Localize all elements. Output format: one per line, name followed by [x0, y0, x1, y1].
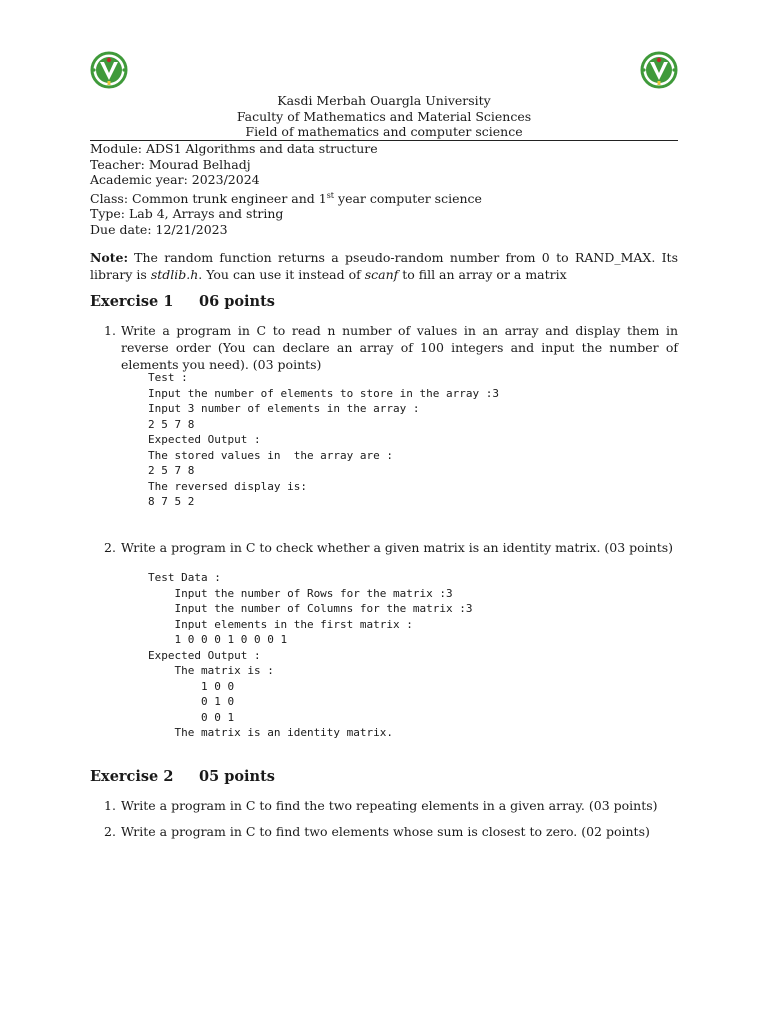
exercise-2-heading: [90, 768, 275, 785]
question-text: Write a program in C to find the two repeating elements in a given array. (03 points): [121, 798, 658, 813]
due-date-line: Due date: 12/21/2023: [90, 221, 228, 237]
class-suffix: year computer science: [334, 190, 482, 206]
type-line: Type: Lab 4, Arrays and string: [90, 206, 284, 222]
document-header: [90, 93, 678, 140]
class-line: [90, 188, 678, 207]
exercise-2-title: Exercise 2: [90, 768, 174, 785]
exercise-1-question-1-code: Test : Input the number of elements to store in the array :3 Input 3 number of elements in the array : 2 5 7 8 Expected Output : The stored values in the array are : 2 5 7 8 The reversed display is: 8 7 5 2: [148, 371, 499, 508]
question-text: Write a program in C to check whether a given matrix is an identity matrix. (03 points): [121, 540, 674, 555]
question-number: 1.: [104, 323, 116, 338]
exercise-2-question-2: [90, 823, 678, 840]
question-number: 1.: [104, 798, 116, 813]
exercise-1-question-2-code: Test Data : Input the number of Rows for the matrix :3 Input the number of Columns for the matrix :3 Input elements in the first matrix : 1 0 0 0 1 0 0 0 1 Expected Output : The matrix is : 1 0 0 0 1 0 0 0 1 The matrix is an identity matrix.: [148, 571, 473, 739]
course-info: [90, 141, 678, 237]
class-prefix: Class: Common trunk engineer and 1: [90, 190, 327, 206]
note-text-3: to fill an array or a matrix: [398, 267, 567, 282]
field-name: Field of mathematics and computer science: [245, 124, 523, 139]
question-text: Write a program in C to read n number of values in an array and display them in reverse order (You can declare an array of 100 integers and input the number of elements you need). (03 points): [121, 323, 678, 372]
exercise-2-points: 05 points: [199, 768, 275, 785]
class-superscript: st: [326, 190, 335, 200]
teacher-line: Teacher: Mourad Belhadj: [90, 156, 251, 172]
note-library: stdlib.h: [150, 267, 199, 282]
question-number: 2.: [104, 824, 116, 839]
university-logo-right: [639, 48, 679, 92]
exercise-1-question-1: [90, 322, 678, 373]
university-logo-left: [89, 48, 129, 92]
note-text-2: . You can use it instead of: [198, 267, 365, 282]
note-text-1: The random function returns a pseudo-random number from 0 to RAND_MAX. Its library is: [90, 250, 678, 282]
exercise-1-question-2: [90, 539, 678, 556]
exercise-1-heading: [90, 293, 275, 310]
faculty-name: Faculty of Mathematics and Material Sciences: [236, 108, 532, 124]
exercise-1-title: Exercise 1: [90, 293, 174, 310]
note-label: Note:: [90, 250, 129, 265]
question-text: Write a program in C to find two elements whose sum is closest to zero. (02 points): [121, 824, 650, 839]
note-function: scanf: [364, 267, 399, 282]
exercise-1-points: 06 points: [199, 293, 275, 310]
module-line: Module: ADS1 Algorithms and data structure: [90, 141, 378, 156]
university-name: Kasdi Merbah Ouargla University: [277, 93, 491, 108]
question-number: 2.: [104, 540, 116, 555]
academic-year-line: Academic year: 2023/2024: [90, 172, 260, 187]
exercise-2-question-1: [90, 797, 678, 814]
note-paragraph: [90, 249, 678, 283]
